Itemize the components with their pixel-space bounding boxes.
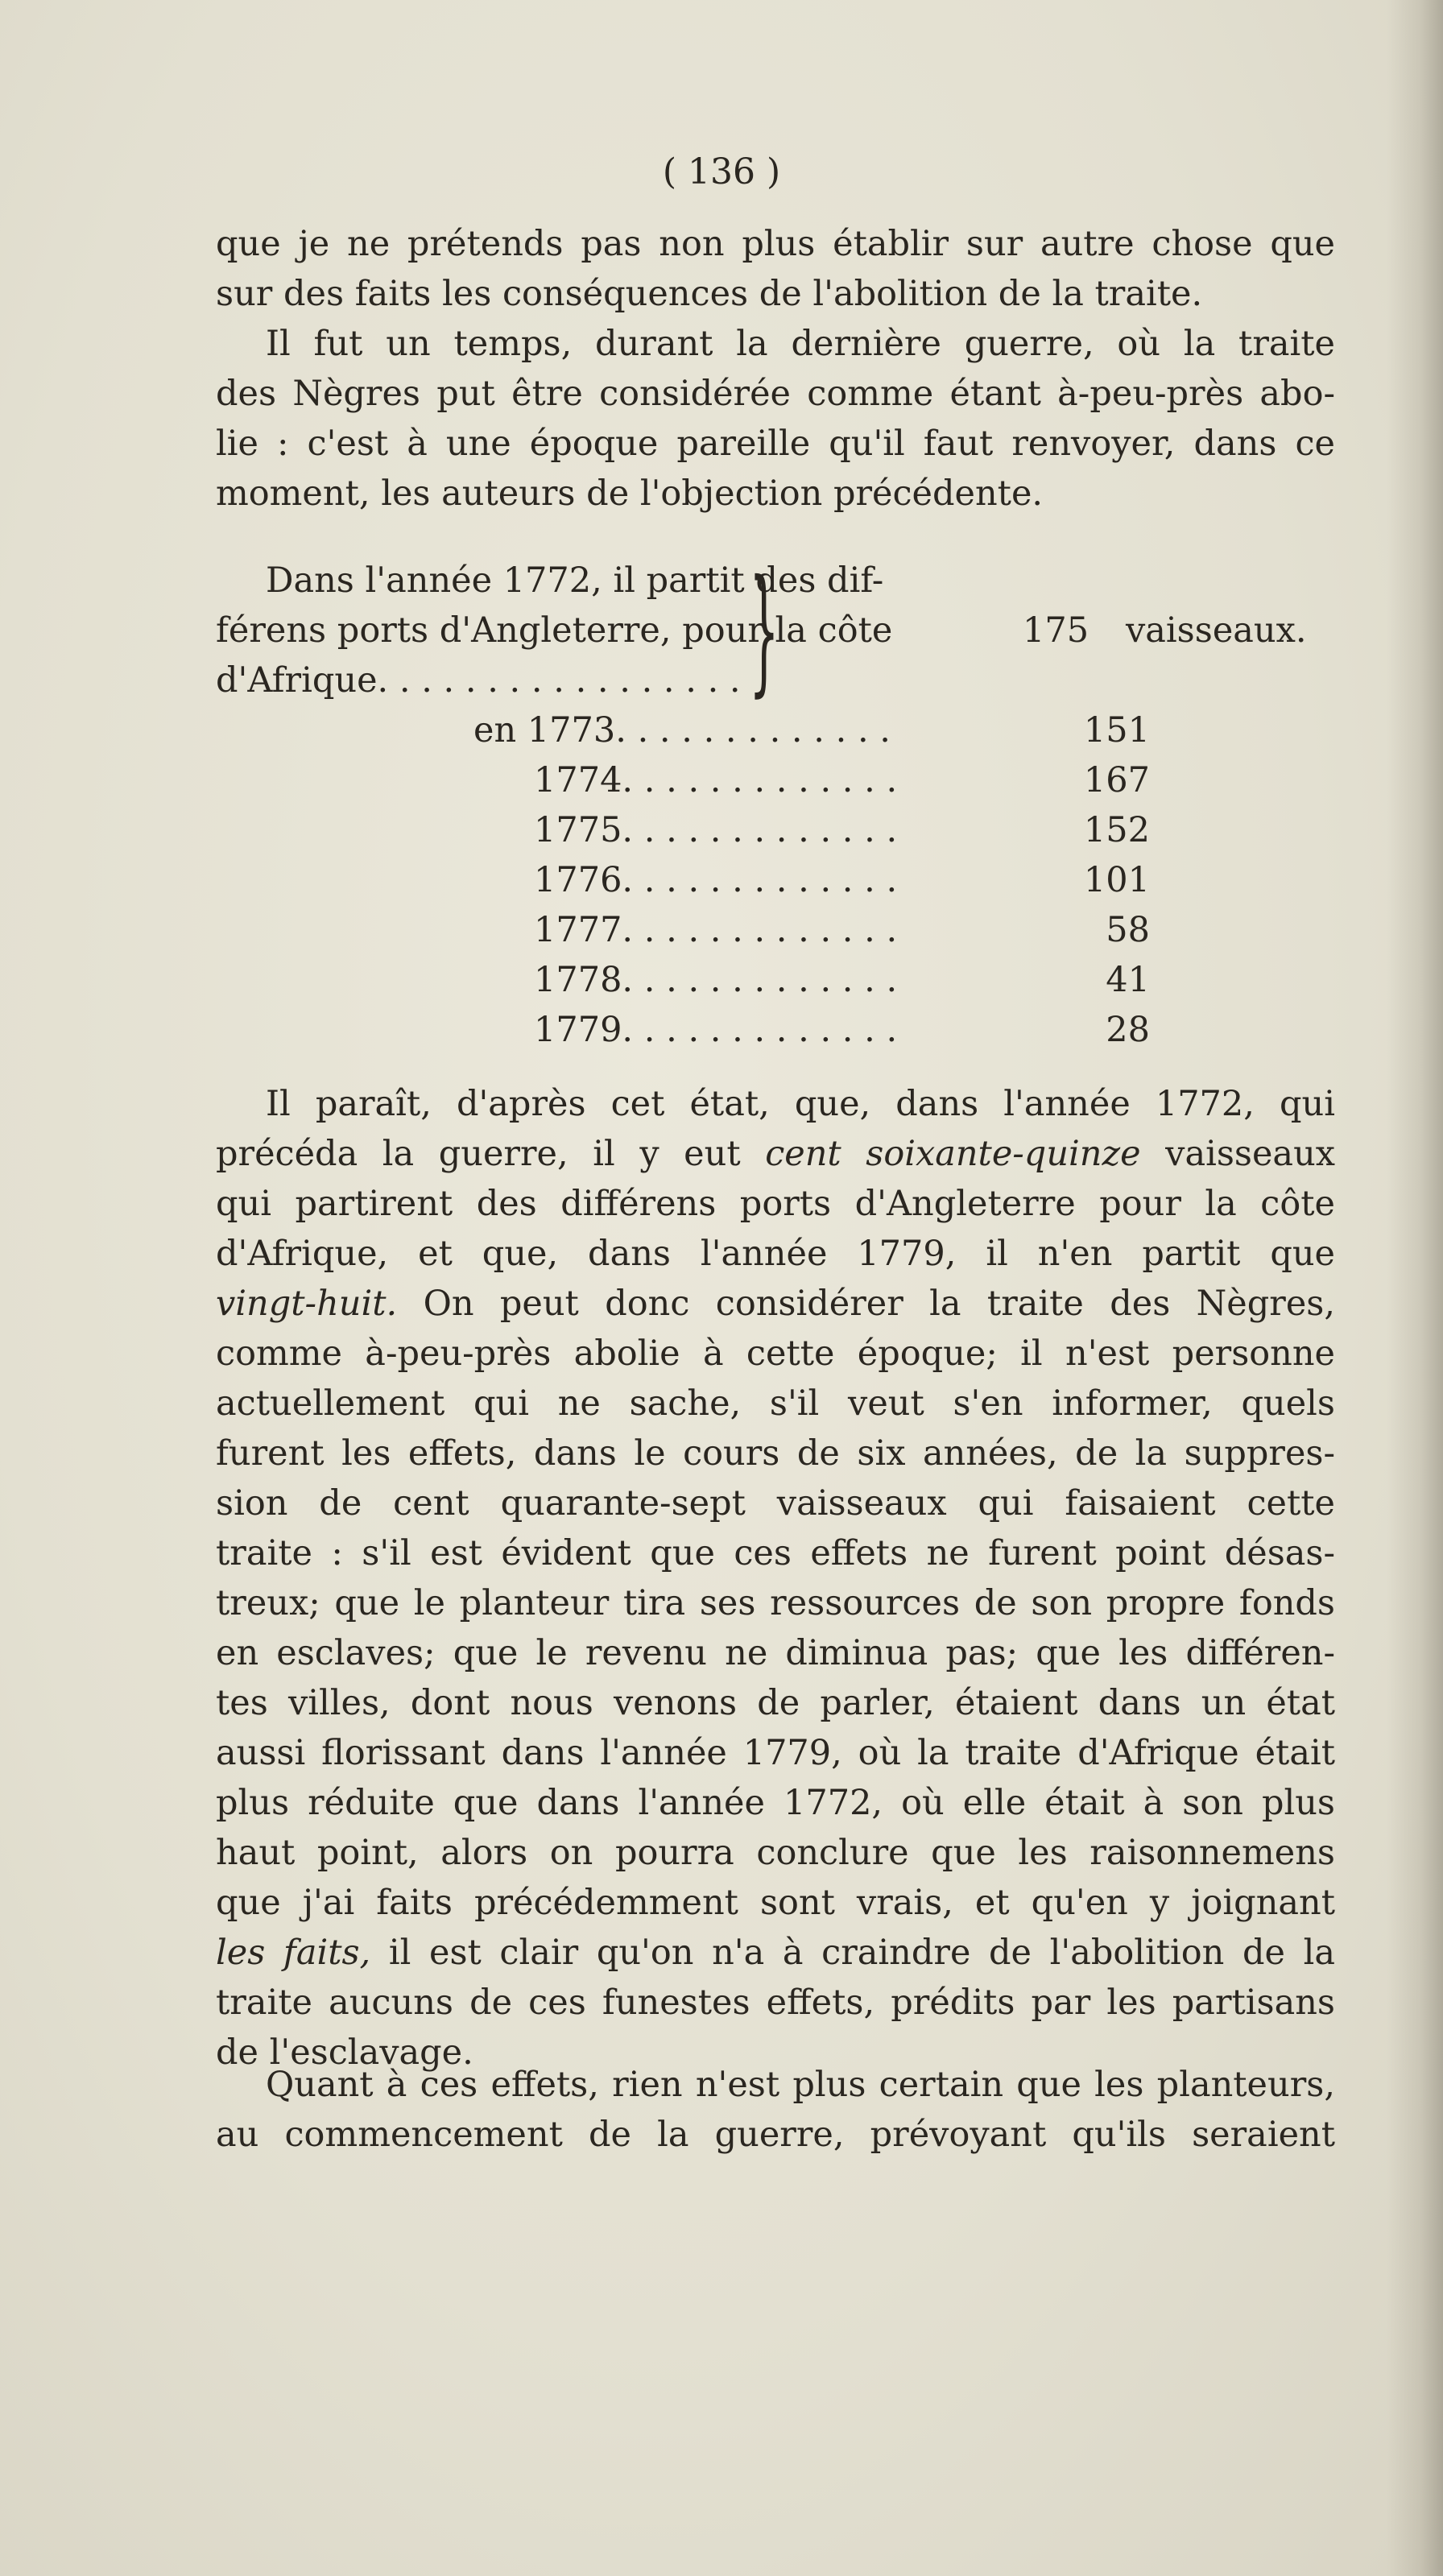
text-line: que je ne prétends pas non plus établir sur autre chose que (216, 224, 1335, 264)
text-line: furent les effets, dans le cours de six années, de la suppres- (216, 1433, 1335, 1474)
text-line: de l'esclavage. (216, 2032, 473, 2073)
table-row (216, 805, 1335, 855)
text-line: que j'ai faits précédemment sont vrais, et qu'en y joignant (216, 1883, 1335, 1923)
text-line: actuellement qui ne sache, s'il veut s'en informer, quels (216, 1383, 1335, 1424)
table-intro-line: férens ports d'Angleterre, pour la côte (216, 610, 893, 651)
text-line: d'Afrique, et que, dans l'année 1779, il n'en partit que (216, 1234, 1335, 1274)
table-intro-line: Dans l'année 1772, il partit des dif- (266, 560, 884, 601)
table-value: 151 (1083, 710, 1150, 750)
text-line (216, 1928, 1335, 1978)
text-line: treux; que le planteur tira ses ressources de son propre fonds (216, 1583, 1335, 1623)
text-line: Quant à ces effets, rien n'est plus certain que les planteurs, (266, 2065, 1335, 2105)
paragraph-war-period (216, 319, 1335, 519)
table-year: 1776. . . . . . . . . . . . . (534, 860, 898, 900)
paragraph-analysis (216, 1079, 1335, 2078)
text-line: plus réduite que dans l'année 1772, où elle était à son plus (216, 1783, 1335, 1823)
table-year: 1775. . . . . . . . . . . . . (534, 810, 898, 850)
text-line: moment, les auteurs de l'objection précédente. (216, 473, 1044, 514)
table-year: 1777. . . . . . . . . . . . . (534, 910, 898, 950)
text-line: comme à-peu-près abolie à cette époque; il n'est personne (216, 1333, 1335, 1374)
table-year: 1778. . . . . . . . . . . . . (534, 960, 898, 1000)
table-value: 28 (1106, 1010, 1150, 1050)
brace-symbol: } (749, 551, 779, 710)
table-year: 1779. . . . . . . . . . . . . (534, 1010, 898, 1050)
text-span: On peut donc considérer la traite des Nègres, (423, 1284, 1336, 1324)
table-row (216, 705, 1335, 755)
table-row (216, 955, 1335, 1005)
table-value: 152 (1083, 810, 1150, 850)
text-line: des Nègres put être considérée comme étant à-peu-près abo- (216, 374, 1335, 414)
text-line: traite aucuns de ces funestes effets, prédits par les partisans (216, 1983, 1335, 2023)
table-row (216, 905, 1335, 955)
emphasis-text: les faits, (216, 1933, 371, 1973)
text-line: traite : s'il est évident que ces effets ne furent point désas- (216, 1533, 1335, 1573)
emphasis-text: cent soixante-quinze (765, 1134, 1141, 1174)
text-line: sion de cent quarante-sept vaisseaux qui faisaient cette (216, 1483, 1335, 1524)
emphasis-text: vingt-huit. (216, 1284, 398, 1324)
table-intro-line: d'Afrique. . . . . . . . . . . . . . . . . (216, 660, 741, 701)
text-line (216, 1279, 1335, 1329)
page-number: ( 136 ) (662, 151, 781, 192)
text-line: qui partirent des différens ports d'Angleterre pour la côte (216, 1184, 1335, 1224)
table-value: 58 (1106, 910, 1150, 950)
table-row (216, 755, 1335, 805)
table-year: en 1773. . . . . . . . . . . . . (473, 710, 891, 750)
text-line: tes villes, dont nous venons de parler, étaient dans un état (216, 1683, 1335, 1723)
table-first-unit: vaisseaux. (1126, 610, 1307, 651)
text-line: en esclaves; que le revenu ne diminua pas; que les différen- (216, 1633, 1335, 1673)
text-line (216, 1129, 1335, 1179)
table-value: 101 (1083, 860, 1150, 900)
table-row (216, 855, 1335, 905)
text-span: il est clair qu'on n'a à craindre de l'abolition de la (388, 1933, 1335, 1973)
paragraph-continuation (216, 219, 1335, 319)
text-line: sur des faits les conséquences de l'abolition de la traite. (216, 274, 1203, 314)
table-value: 41 (1106, 960, 1150, 1000)
table-first-value: 175 (1023, 610, 1089, 651)
text-line: au commencement de la guerre, prévoyant qu'ils seraient (216, 2115, 1335, 2155)
text-span: précéda la guerre, il y eut (216, 1134, 741, 1174)
paragraph-planters (216, 2060, 1335, 2160)
table-row (216, 1005, 1335, 1055)
table-year: 1774. . . . . . . . . . . . . (534, 760, 898, 800)
text-line: Il paraît, d'après cet état, que, dans l'année 1772, qui (266, 1084, 1335, 1124)
page-edge-shadow (1387, 0, 1443, 2576)
text-line: Il fut un temps, durant la dernière guerre, où la traite (266, 324, 1335, 364)
text-line: aussi florissant dans l'année 1779, où la traite d'Afrique était (216, 1733, 1335, 1773)
text-line: haut point, alors on pourra conclure que les raisonnemens (216, 1833, 1335, 1873)
text-line: lie : c'est à une époque pareille qu'il faut renvoyer, dans ce (216, 424, 1335, 464)
table-value: 167 (1083, 760, 1150, 800)
text-span: vaisseaux (1165, 1134, 1336, 1174)
